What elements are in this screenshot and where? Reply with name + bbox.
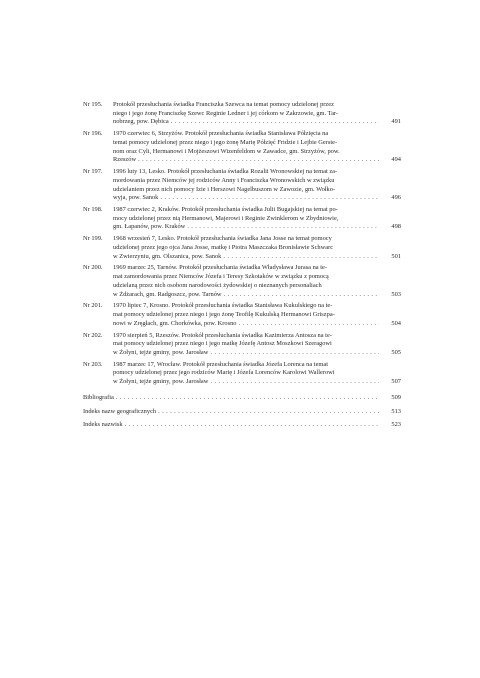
entry-line: udzielaniem przez nich pomocy Izie i Herszowi Nagelbuszom w Zawozie, gm. Wołko- <box>113 185 336 193</box>
page-number: 494 <box>391 156 401 164</box>
entry-line: w Żołyni, tejże gminy, pow. Jarosław <box>113 348 209 356</box>
entry-line: w Żdżarach, gm. Radgoszcz, pow. Tarnów <box>113 290 222 298</box>
toc-entry <box>83 206 401 232</box>
page-number: 507 <box>391 378 401 386</box>
entry-line: nom oraz Cyli, Hermanowi i Mojżeszowi Wizenfeldom w Zawadce, gm. Strzyżów, pow. <box>113 147 340 155</box>
page-number: 509 <box>391 393 401 401</box>
entry-line: w Zwierzyniu, gm. Olszanica, pow. Sanok <box>113 252 222 260</box>
dot-leader <box>138 156 379 165</box>
entry-number: Nr 200. <box>83 264 103 272</box>
entry-text <box>113 361 401 387</box>
page-number: 498 <box>391 223 401 231</box>
entry-line: nowi w Zręgłach, gm. Chorkówka, pow. Krosno <box>113 319 237 327</box>
toc-entry-geographic-index <box>83 408 401 417</box>
dot-leader <box>187 223 379 232</box>
entry-number: Nr 203. <box>83 360 103 368</box>
toc-entry <box>83 264 401 299</box>
entry-number: Nr 195. <box>83 101 103 108</box>
entry-line: temat pomocy udzielonej przez niego i jego żonę Marię Półzięć Fridzie i Lejbie Gerste- <box>113 138 338 146</box>
entry-line: mocy udzielonej przez nią Hermanowi, Majerowi i Reginie Zwinklerom w Zbydniowie, <box>113 214 339 222</box>
entry-label: Indeks nazwisk <box>83 421 123 429</box>
entry-line: 1970 sierpień 5, Rzeszów. Protokół przesłuchania świadka Kazimierza Antosza na te- <box>113 331 332 339</box>
entry-text <box>113 302 401 328</box>
entry-line: pomocy udzielonej przez jego rodziców Marię i Józefa Lorenców Karolowi Wallerowi <box>113 369 335 377</box>
entry-text <box>113 168 401 203</box>
entry-text <box>113 206 401 232</box>
page-number: 504 <box>391 319 401 327</box>
entry-line: w Żołyni, tejże gminy, pow. Jarosław <box>113 378 209 386</box>
toc-entry <box>83 302 401 328</box>
entry-line: gm. Łapanów, pow. Kraków <box>113 223 186 231</box>
page-number: 491 <box>391 118 401 126</box>
entry-line: udzielaną przez nich osobom narodowości żydowskiej o nieznanych personaliach <box>113 281 322 289</box>
dot-leader <box>125 421 379 430</box>
entry-text <box>113 332 401 358</box>
dot-leader <box>223 253 379 262</box>
entry-line: 1987 marzec 17, Wrocław. Protokół przesłuchania świadka Józefa Lorenca na temat <box>113 360 328 368</box>
entry-line: 1970 lipiec 7, Krosno. Protokół przesłuchania świadka Stanisława Kukulskiego na te- <box>113 302 333 310</box>
entry-line: 1987 czerwiec 2, Kraków. Protokół przesłuchania świadka Julii Bugajskiej na temat po- <box>113 206 338 214</box>
table-of-contents <box>83 101 401 435</box>
page-number: 513 <box>391 407 401 415</box>
dot-leader <box>210 349 379 358</box>
toc-entry-name-index <box>83 421 401 430</box>
toc-entry <box>83 235 401 261</box>
entry-label: Bibliografia <box>83 393 114 401</box>
dot-leader <box>224 291 379 300</box>
entry-line: niego i jego żonę Franciszkę Szewc Reginie Ledner i jej córkom w Zakrzowie, gm. Tar- <box>113 109 339 117</box>
entry-text <box>113 101 401 127</box>
entry-line: mat zamordowania przez Niemców Józefa i Teresy Szkotaków w związku z pomocą <box>113 273 329 281</box>
toc-entry-bibliography <box>83 394 401 403</box>
entry-line: Rzeszów <box>113 156 137 164</box>
entry-line: mat pomocy udzielonej przez niego i jego matkę Józefę Antosz Moszkowi Szeragowi <box>113 340 332 348</box>
entry-number: Nr 201. <box>83 302 103 310</box>
entry-line: mat pomocy udzielonej przez niego i jego żonę Teofilę Kukulską Hermanowi Griszpa- <box>113 311 335 319</box>
toc-entry <box>83 101 401 127</box>
entry-line: wyja, pow. Sanok <box>113 194 159 202</box>
entry-line: 1996 luty 13, Lesko. Protokół przesłuchania świadka Rozalii Wronowskiej na temat za- <box>113 168 338 176</box>
entry-label: Indeks nazw geograficznych <box>83 407 157 415</box>
dot-leader <box>158 408 379 417</box>
toc-entry <box>83 361 401 387</box>
back-matter <box>83 394 401 430</box>
entry-number: Nr 199. <box>83 235 103 243</box>
page-number: 523 <box>391 421 401 429</box>
entry-text <box>113 235 401 261</box>
dot-leader <box>160 194 379 203</box>
entry-number: Nr 198. <box>83 206 103 214</box>
toc-entry <box>83 130 401 165</box>
page-number: 501 <box>391 252 401 260</box>
entry-line: Protokół przesłuchania świadka Franciszka Szewca na temat pomocy udzielonej przez <box>113 101 334 108</box>
entry-line: nobrzeg, pow. Dębica <box>113 118 169 126</box>
entry-line: 1970 czerwiec 6, Strzyżów. Protokół przesłuchania świadka Stanisława Półzięcia na <box>113 130 329 138</box>
page-number: 505 <box>391 348 401 356</box>
entry-number: Nr 197. <box>83 168 103 176</box>
toc-entry <box>83 332 401 358</box>
toc-entry <box>83 168 401 203</box>
entry-text <box>113 130 401 165</box>
dot-leader <box>116 394 379 403</box>
dot-leader <box>210 378 379 387</box>
entry-line: udzielonej przez jego ojca Jana Josse, matkę i Piotra Maszczaka Bronisławie Schwarc <box>113 243 334 251</box>
entry-text <box>113 264 401 299</box>
entry-line: mordowania przez Niemców jej rodziców Anny i Franciszka Wronowskich w związku <box>113 176 335 184</box>
entry-number: Nr 202. <box>83 331 103 339</box>
dot-leader <box>238 320 379 329</box>
page-number: 503 <box>391 290 401 298</box>
page-number: 496 <box>391 194 401 202</box>
entry-number: Nr 196. <box>83 130 103 138</box>
entry-line: 1968 wrzesień 7, Lesko. Protokół przesłuchania świadka Jana Josse na temat pomocy <box>113 235 332 243</box>
entry-line: 1969 marzec 25, Tarnów. Protokół przesłuchania świadka Władysława Jurasa na te- <box>113 264 327 272</box>
dot-leader <box>171 118 379 127</box>
